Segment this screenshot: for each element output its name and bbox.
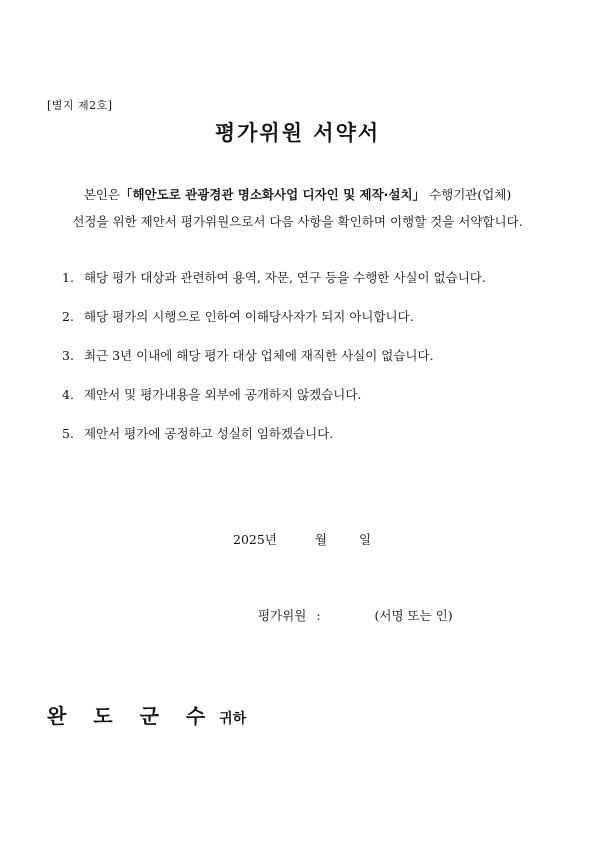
pledge-item xyxy=(62,385,486,424)
pledge-item xyxy=(62,346,486,385)
pledge-text: 해당 평가 대상과 관련하여 용역, 자문, 연구 등을 수행한 사실이 없습니다. xyxy=(83,270,486,285)
pledge-text: 제안서 및 평가내용을 외부에 공개하지 않겠습니다. xyxy=(83,387,362,402)
intro-paragraph xyxy=(40,181,555,235)
pledge-number: 2. xyxy=(62,309,74,324)
pledge-text: 제안서 평가에 공정하고 성실히 임하겠습니다. xyxy=(83,426,334,441)
project-name: 「해안도로 관광경관 명소화사업 디자인 및 제작·설치」 xyxy=(119,187,426,202)
document-title: 평가위원 서약서 xyxy=(214,121,381,145)
pledge-text: 최근 3년 이내에 해당 평가 대상 업체에 재직한 사실이 없습니다. xyxy=(83,348,434,363)
date-day: 일 xyxy=(358,532,372,547)
signature-line xyxy=(258,606,453,624)
pledge-number: 3. xyxy=(62,348,74,363)
date-line xyxy=(233,530,371,548)
intro-prefix: 본인은 xyxy=(83,187,120,202)
pledge-item xyxy=(62,424,486,463)
signature-note: (서명 또는 인) xyxy=(374,608,453,623)
date-month: 월 xyxy=(314,532,327,547)
intro-line-2: 선정을 위한 제안서 평가위원으로서 다음 사항을 확인하며 이행할 것을 서약합니다. xyxy=(72,214,523,229)
pledge-list xyxy=(62,268,486,463)
pledge-number: 4. xyxy=(62,387,74,402)
pledge-item xyxy=(62,268,486,307)
date-year: 2025년 xyxy=(233,532,277,547)
signature-colon: : xyxy=(316,608,321,623)
pledge-item xyxy=(62,307,486,346)
intro-suffix: 수행기관(업체) xyxy=(429,187,512,202)
intro-line-1 xyxy=(40,181,555,208)
form-number: [별지 제2호] xyxy=(47,99,113,112)
pledge-number: 5. xyxy=(62,426,74,441)
pledge-text: 해당 평가의 시행으로 인하여 이해당사자가 되지 아니합니다. xyxy=(83,309,414,324)
recipient xyxy=(47,700,246,729)
recipient-honorific: 귀하 xyxy=(219,711,247,727)
signature-label: 평가위원 xyxy=(258,608,307,623)
recipient-name: 완 도 군 수 xyxy=(47,704,216,728)
pledge-number: 1. xyxy=(62,270,74,285)
